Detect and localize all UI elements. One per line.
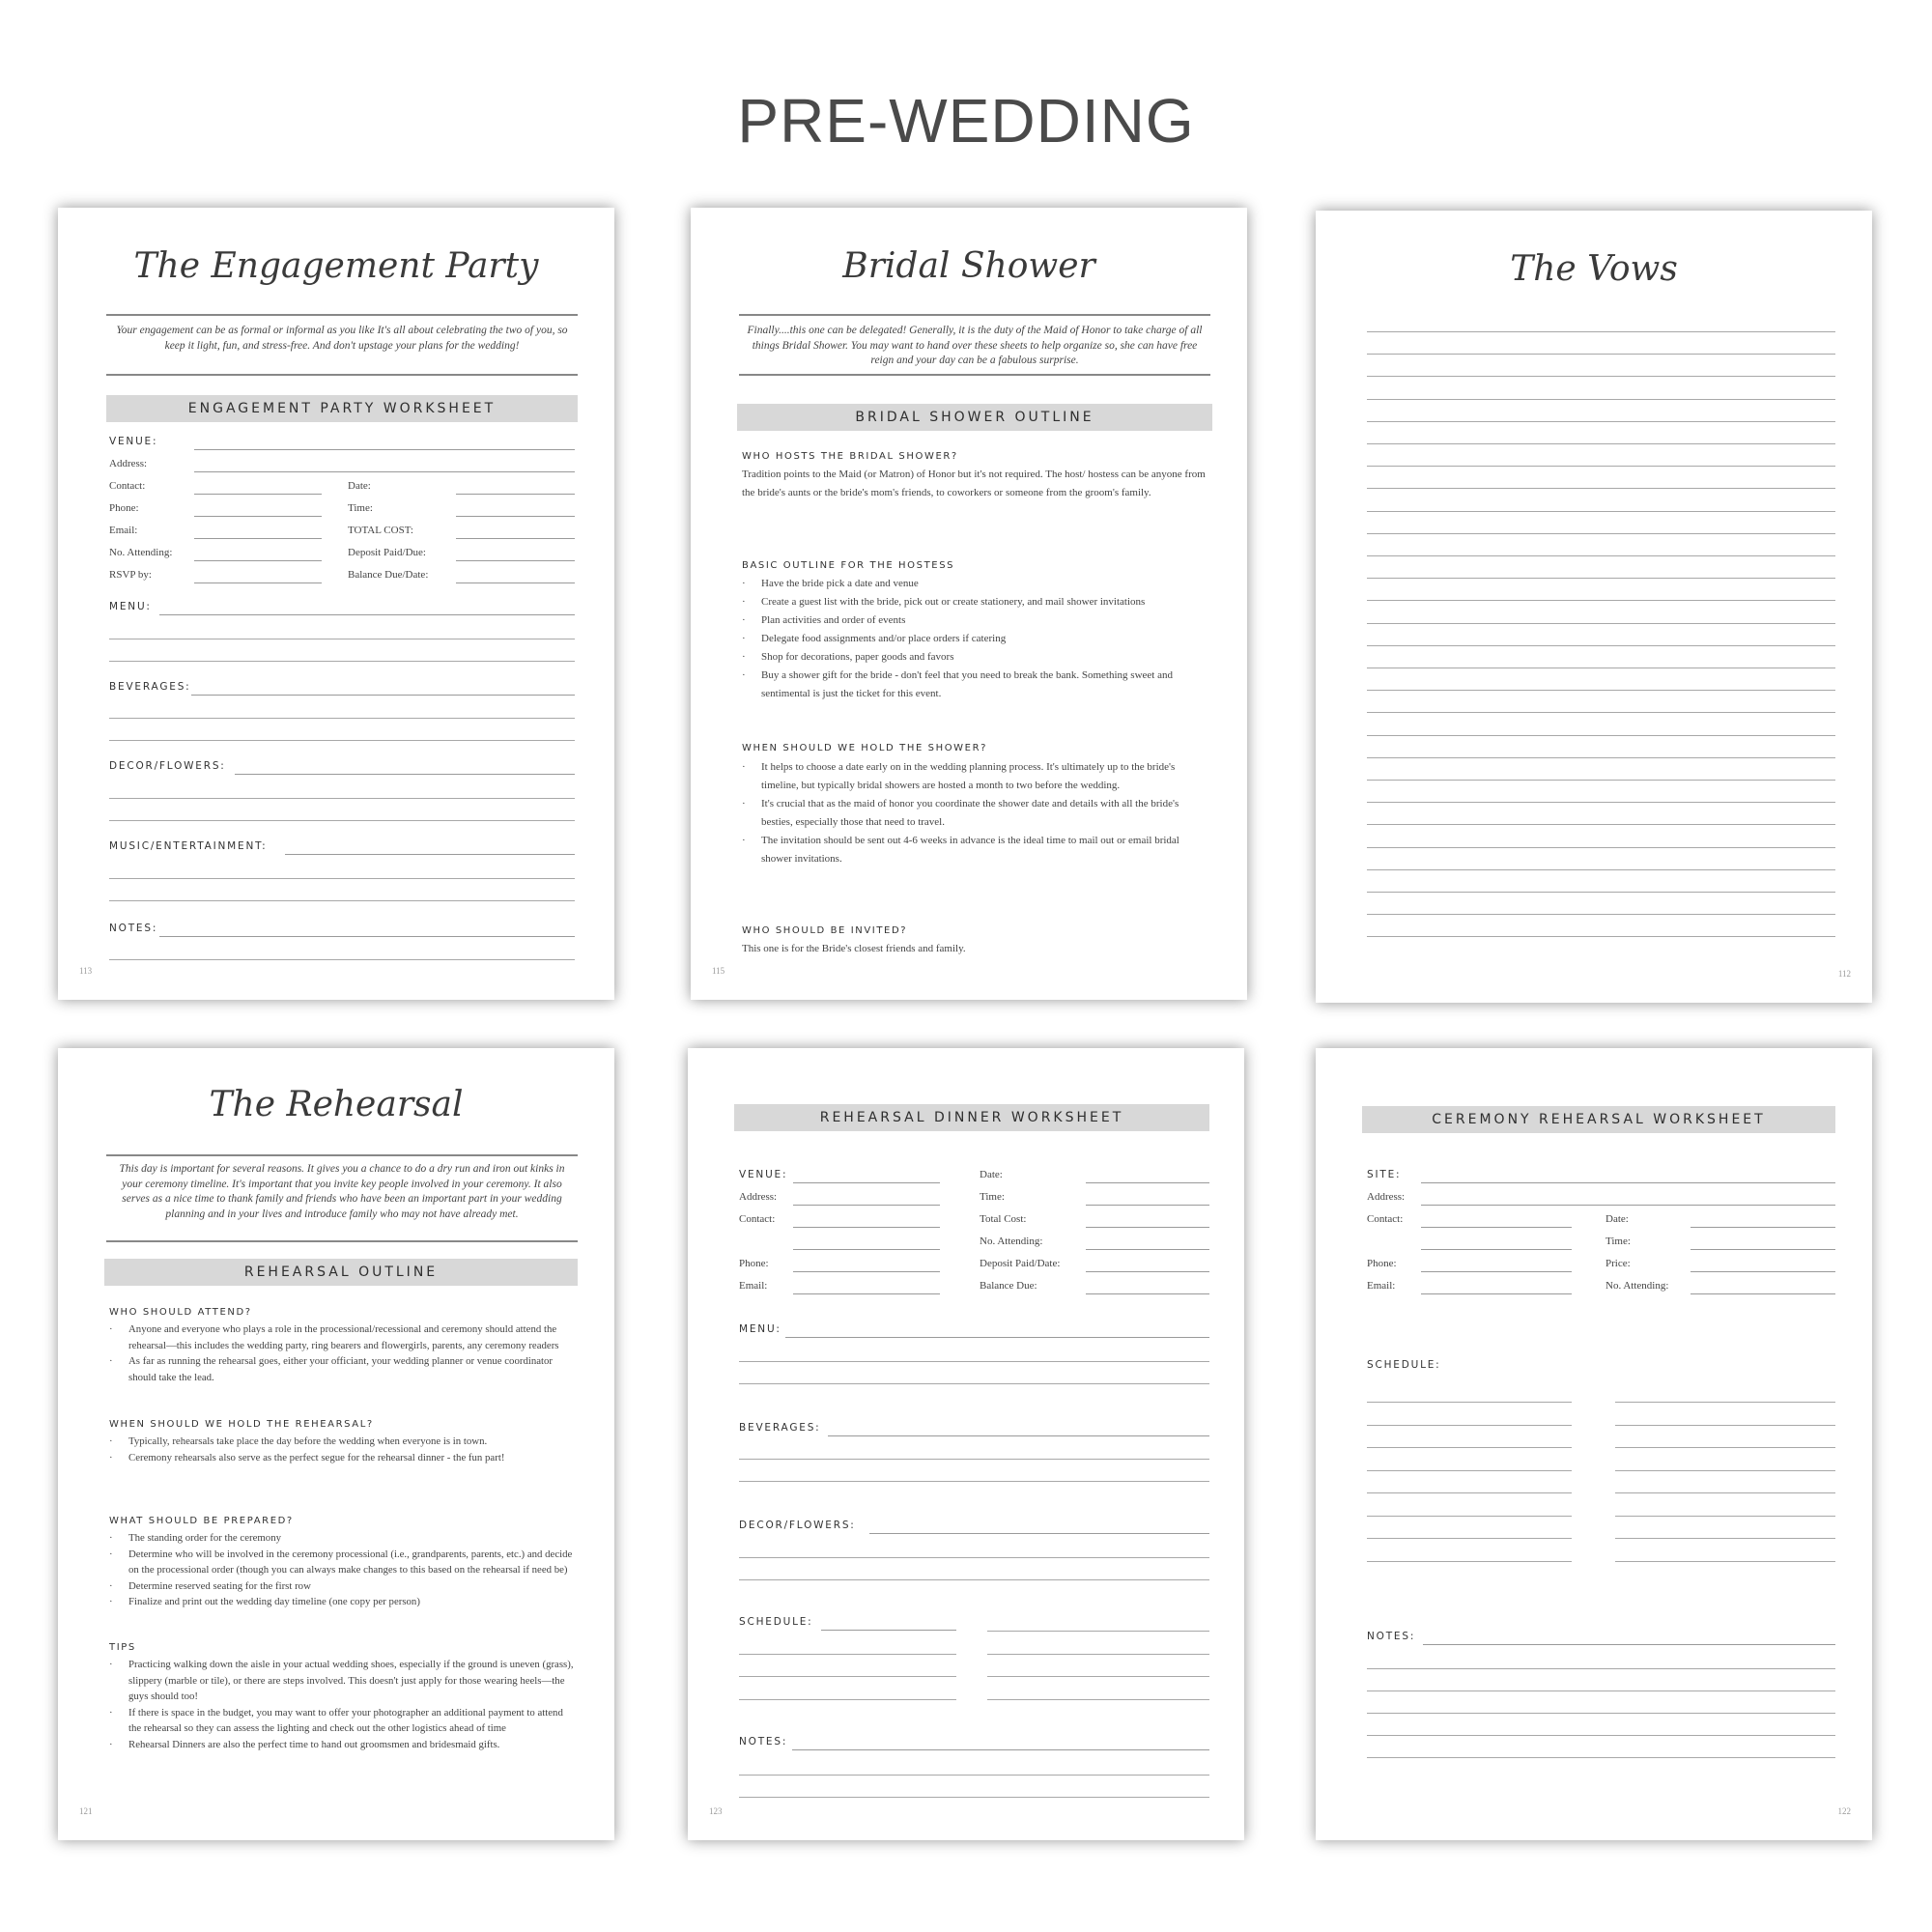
write-line[interactable] [1367,331,1835,332]
section-label: SCHEDULE: [1367,1359,1441,1371]
list-item: · It helps to choose a date early on in the wedding planning process. It's ultimately up to the bride's timeline, but typically bridal showers are hosted a month to two before the wedding. [742,758,1208,795]
field-label: Contact: [739,1213,776,1225]
section-heading: WHO SHOULD BE INVITED? [742,925,908,936]
write-line[interactable] [1367,600,1835,601]
write-line[interactable] [1367,936,1835,937]
field-label: Address: [739,1191,778,1203]
write-line[interactable] [109,718,575,719]
section-label: BEVERAGES: [109,681,191,693]
field-label: Balance Due: [980,1280,1037,1292]
write-line[interactable] [1367,1538,1572,1539]
list-item: · Ceremony rehearsals also serve as the perfect segue for the rehearsal dinner - the fun part! [109,1450,575,1466]
list-item: · Delegate food assignments and/or place orders if catering [742,630,1208,648]
write-line[interactable] [109,740,575,741]
field-label: Address: [1367,1191,1406,1203]
field-label: Time: [980,1191,1005,1203]
phone-field[interactable] [1367,1258,1572,1273]
write-line[interactable] [739,1579,1209,1580]
hostess-list [742,575,1208,703]
field-label: Price: [1605,1258,1631,1269]
list-item: · Determine who will be involved in the ceremony processional (i.e., grandparents, parents, etc.) and decide on the processional order (though you can always make changes to this based on the rehearsal if need be) [109,1547,575,1578]
field-label: Date: [348,480,371,492]
section-label: MENU: [109,601,152,612]
write-line[interactable] [1367,354,1835,355]
write-line[interactable] [739,1383,1209,1384]
write-line[interactable] [1615,1447,1835,1448]
attend-list [109,1321,575,1385]
field-label: TOTAL COST: [348,525,413,536]
divider [106,1154,578,1156]
write-line[interactable] [1367,376,1835,377]
list-item: · Rehearsal Dinners are also the perfect time to hand out groomsmen and bridesmaid gifts. [109,1737,575,1753]
write-line[interactable] [1367,443,1835,444]
balance-field[interactable] [348,569,575,584]
page-number: 113 [79,966,93,976]
section-heading: TIPS [109,1642,136,1653]
total-cost-field[interactable] [980,1213,1209,1229]
field-label: Time: [348,502,373,514]
list-item: · The invitation should be sent out 4-6 weeks in advance is the ideal time to mail out or email bridal shower invitations. [742,832,1208,868]
page-number: 121 [79,1806,93,1816]
prepared-list [109,1530,575,1610]
contact-field[interactable] [109,480,322,496]
rehearsal-title: The Rehearsal [209,1085,464,1124]
write-line[interactable] [1367,421,1835,422]
address-field[interactable] [739,1191,940,1207]
address-label: Address: [109,458,148,469]
divider [739,314,1210,316]
field-label: Time: [1605,1236,1631,1247]
timing-list [742,758,1208,868]
venue-label: VENUE: [109,436,158,447]
when-list [109,1434,575,1465]
menu-field[interactable] [109,601,575,616]
schedule-field[interactable] [1367,1359,1560,1375]
write-line[interactable] [1367,712,1835,713]
bridal-shower-page [691,208,1247,1000]
write-line[interactable] [109,661,575,662]
rehearsal-dinner-page [688,1048,1244,1840]
list-item: · Buy a shower gift for the bride - don't feel that you need to break the bank. Something sweet and sentimental is just the ticket for this event. [742,667,1208,703]
write-line[interactable] [1367,1561,1572,1562]
address-field[interactable] [1367,1191,1835,1207]
contact-field[interactable] [739,1213,940,1229]
write-line[interactable] [1367,1402,1572,1403]
write-line[interactable] [1367,466,1835,467]
rehearsal-outline-band: REHEARSAL OUTLINE [104,1259,578,1286]
section-label: SCHEDULE: [739,1616,813,1628]
time-field[interactable] [1605,1236,1835,1251]
venue-field[interactable] [739,1169,940,1184]
write-line[interactable] [109,820,575,821]
dinner-worksheet-band: REHEARSAL DINNER WORKSHEET [734,1104,1209,1131]
write-line[interactable] [1615,1538,1835,1539]
balance-field[interactable] [980,1280,1209,1295]
field-label: RSVP by: [109,569,152,581]
field-label: No. Attending: [980,1236,1043,1247]
write-line[interactable] [739,1676,956,1677]
write-line[interactable] [1615,1402,1835,1403]
attending-field[interactable] [1605,1280,1835,1295]
list-item: · Plan activities and order of events [742,611,1208,630]
field-label: Date: [1605,1213,1629,1225]
tips-list [109,1657,575,1752]
list-item: · Determine reserved seating for the first row [109,1578,575,1595]
total-cost-field[interactable] [348,525,575,540]
contact-extra-field[interactable] [739,1236,940,1251]
write-line[interactable] [1367,757,1835,758]
write-line[interactable] [1615,1516,1835,1517]
ceremony-rehearsal-page [1316,1048,1872,1840]
page-number: 112 [1837,969,1851,979]
write-line[interactable] [739,1557,1209,1558]
write-line[interactable] [739,1361,1209,1362]
write-line[interactable] [739,1699,956,1700]
write-line[interactable] [1615,1470,1835,1471]
date-field[interactable] [348,480,575,496]
contact-extra-field[interactable] [1367,1236,1572,1251]
section-heading: WHAT SHOULD BE PREPARED? [109,1516,294,1526]
section-label: DECOR/FLOWERS: [109,760,226,772]
divider [106,374,578,376]
list-item: · If there is space in the budget, you may want to offer your photographer an additional payment to attend the rehearsal so they can assess the lighting and check out the other logistics ahead of time [109,1705,575,1737]
ceremony-worksheet-band: CEREMONY REHEARSAL WORKSHEET [1362,1106,1835,1133]
field-label: Contact: [1367,1213,1404,1225]
list-item: · Shop for decorations, paper goods and favors [742,648,1208,667]
section-heading: WHO SHOULD ATTEND? [109,1307,252,1318]
page-number: 122 [1837,1806,1851,1816]
list-item: · Have the bride pick a date and venue [742,575,1208,593]
time-field[interactable] [980,1191,1209,1207]
section-label: MENU: [739,1323,781,1335]
decor-field[interactable] [109,760,575,776]
write-line[interactable] [1367,555,1835,556]
write-line[interactable] [1367,1470,1572,1471]
write-line[interactable] [1367,1757,1835,1758]
bridal-shower-title: Bridal Shower [842,246,1095,286]
write-line[interactable] [1367,1425,1572,1426]
beverages-field[interactable] [109,681,575,696]
section-paragraph: This one is for the Bride's closest friends and family. [742,943,966,954]
write-line[interactable] [987,1699,1209,1700]
field-label: Email: [1367,1280,1396,1292]
field-label: Email: [109,525,138,536]
menu-field[interactable] [739,1323,1209,1339]
list-item: · Practicing walking down the aisle in your actual wedding shoes, especially if the ground is uneven (grass), slippery (marble or tile), or there are steps involved. This doesn't just apply for those wearing heels—the guys should too! [109,1657,575,1705]
time-field[interactable] [348,502,575,518]
write-line[interactable] [987,1654,1209,1655]
notes-field[interactable] [109,923,575,938]
write-line[interactable] [739,1775,1209,1776]
write-line[interactable] [1367,1492,1572,1493]
write-line[interactable] [1615,1561,1835,1562]
write-line[interactable] [1367,1713,1835,1714]
list-item: · The standing order for the ceremony [109,1530,575,1547]
write-line[interactable] [1367,399,1835,400]
write-line[interactable] [739,1481,1209,1482]
field-label: Contact: [109,480,146,492]
deposit-field[interactable] [348,547,575,562]
write-line[interactable] [109,878,575,879]
write-line[interactable] [1367,892,1835,893]
phone-field[interactable] [109,502,322,518]
email-field[interactable] [1367,1280,1572,1295]
email-field[interactable] [109,525,322,540]
rehearsal-page [58,1048,614,1840]
section-label: BEVERAGES: [739,1422,821,1434]
contact-field[interactable] [1367,1213,1572,1229]
rehearsal-intro: This day is important for several reasons. It gives you a chance to do a dry run and iron out kinks in your ceremony timeline. It's important that you invite key people involved in your ceremony. It also serves as a nice time to thank family and friends who have been an important part in your wedding planning and in your lives and introduce family who may not have already met. [119,1163,565,1220]
schedule-field[interactable] [739,1616,956,1632]
price-field[interactable] [1605,1258,1835,1273]
vows-page [1316,211,1872,1003]
email-field[interactable] [739,1280,940,1295]
engagement-party-title: The Engagement Party [133,246,539,286]
divider [106,1240,578,1242]
section-label: NOTES: [1367,1631,1416,1642]
write-line[interactable] [1367,847,1835,848]
field-label: Email: [739,1280,768,1292]
list-item: · Create a guest list with the bride, pick out or create stationery, and mail shower invitations [742,593,1208,611]
field-label: Balance Due/Date: [348,569,429,581]
write-line[interactable] [739,1797,1209,1798]
write-line[interactable] [109,900,575,901]
field-label: Phone: [739,1258,769,1269]
notes-field[interactable] [1367,1631,1835,1646]
write-line[interactable] [1615,1425,1835,1426]
field-label: Phone: [1367,1258,1397,1269]
page-heading: PRE-WEDDING [737,86,1195,156]
section-label: NOTES: [739,1736,788,1747]
beverages-field[interactable] [739,1422,1209,1437]
write-line[interactable] [739,1654,956,1655]
write-line[interactable] [987,1631,1209,1632]
write-line[interactable] [739,1459,1209,1460]
divider [739,374,1210,376]
list-item: · Finalize and print out the wedding day timeline (one copy per person) [109,1594,575,1610]
page-number: 115 [712,966,725,976]
section-heading: WHEN SHOULD WE HOLD THE SHOWER? [742,743,988,753]
write-line[interactable] [1367,645,1835,646]
write-line[interactable] [109,959,575,960]
write-line[interactable] [1367,511,1835,512]
site-field[interactable] [1367,1169,1835,1184]
write-line[interactable] [1367,488,1835,489]
section-label: DECOR/FLOWERS: [739,1520,856,1531]
section-paragraph: Tradition points to the Maid (or Matron) of Honor but it's not required. The host/ hostess can be anyone from the bride's aunts or the bride's mom's friends, to coworkers or someone from the groom's family. [742,469,1206,498]
section-label: NOTES: [109,923,158,934]
write-line[interactable] [1367,735,1835,736]
write-line[interactable] [1367,1447,1572,1448]
write-line[interactable] [1367,780,1835,781]
venue-field[interactable] [109,436,575,451]
field-label: No. Attending: [1605,1280,1669,1292]
field-label: VENUE: [739,1169,788,1180]
deposit-field[interactable] [980,1258,1209,1273]
list-item: · As far as running the rehearsal goes, either your officiant, your wedding planner or venue coordinator should take the lead. [109,1353,575,1385]
attending-field[interactable] [109,547,322,562]
write-line[interactable] [1367,533,1835,534]
field-label: Phone: [109,502,139,514]
field-label: Deposit Paid/Date: [980,1258,1061,1269]
write-line[interactable] [1367,869,1835,870]
write-line[interactable] [1367,824,1835,825]
write-line[interactable] [1367,578,1835,579]
shower-outline-band: BRIDAL SHOWER OUTLINE [737,404,1212,431]
write-line[interactable] [1615,1492,1835,1493]
field-label: Deposit Paid/Due: [348,547,426,558]
write-line[interactable] [1367,1735,1835,1736]
write-line[interactable] [1367,623,1835,624]
engagement-party-page [58,208,614,1000]
date-field[interactable] [980,1169,1209,1184]
music-field[interactable] [109,840,575,856]
date-field[interactable] [1605,1213,1835,1229]
write-line[interactable] [1367,802,1835,803]
field-label: No. Attending: [109,547,173,558]
write-line[interactable] [1367,690,1835,691]
list-item: · Typically, rehearsals take place the day before the wedding when everyone is in town. [109,1434,575,1450]
section-heading: BASIC OUTLINE FOR THE HOSTESS [742,560,955,571]
address-field[interactable] [109,458,575,473]
section-heading: WHO HOSTS THE BRIDAL SHOWER? [742,451,958,462]
write-line[interactable] [1367,1690,1835,1691]
field-label: SITE: [1367,1169,1402,1180]
write-line[interactable] [1367,1516,1572,1517]
phone-field[interactable] [739,1258,940,1273]
attending-field[interactable] [980,1236,1209,1251]
rsvp-field[interactable] [109,569,322,584]
write-line[interactable] [1367,1668,1835,1669]
vows-title: The Vows [1510,249,1678,289]
decor-field[interactable] [739,1520,1209,1535]
list-item: · It's crucial that as the maid of honor you coordinate the shower date and details with all the bride's besties, especially those that need to travel. [742,795,1208,832]
notes-field[interactable] [739,1736,1209,1751]
write-line[interactable] [987,1676,1209,1677]
list-item: · Anyone and everyone who plays a role in the processional/recessional and ceremony should attend the rehearsal—this includes the wedding party, ring bearers and flowergirls, parents, any ceremony readers [109,1321,575,1353]
field-label: Date: [980,1169,1003,1180]
section-heading: WHEN SHOULD WE HOLD THE REHEARSAL? [109,1419,374,1430]
write-line[interactable] [1367,914,1835,915]
section-label: MUSIC/ENTERTAINMENT: [109,840,268,852]
shower-intro: Finally....this one can be delegated! Generally, it is the duty of the Maid of Honor to take charge of all things Bridal Shower. You may want to hand over these sheets to help organize so, she can have free reign and your day can be a fabulous surprise. [747,325,1203,366]
write-line[interactable] [109,798,575,799]
divider [106,314,578,316]
page-number: 123 [709,1806,723,1816]
engagement-intro: Your engagement can be as formal or informal as you like It's all about celebrating the two of you, so keep it light, fun, and stress-free. And don't upstage your plans for the wedding! [116,325,568,352]
field-label: Total Cost: [980,1213,1027,1225]
engagement-worksheet-band: ENGAGEMENT PARTY WORKSHEET [106,395,578,422]
